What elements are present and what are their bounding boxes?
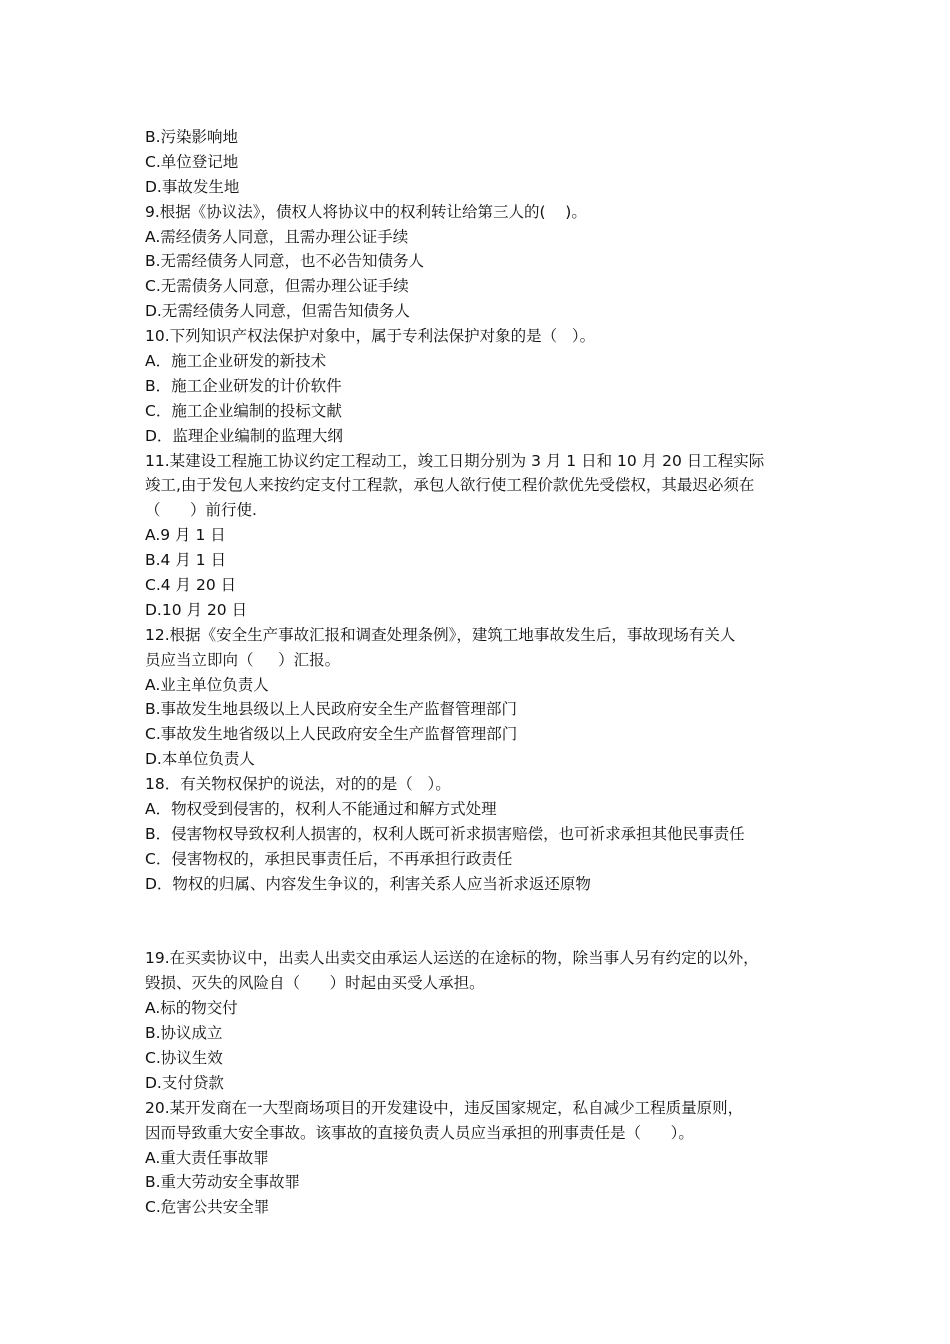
option-a-q19: A.标的物交付 [145, 999, 238, 1018]
question-12-line-2: 员应当立即向（ ）汇报。 [145, 650, 341, 669]
option-b-q9: B.无需经债务人同意，也不必告知债务人 [145, 252, 425, 271]
question-10: 10.下列知识产权法保护对象中，属于专利法保护对象的是（ ）。 [145, 327, 596, 346]
option-c-q20: C.危害公共安全罪 [145, 1198, 270, 1217]
option-c-q9: C.无需债务人同意，但需办理公证手续 [145, 277, 409, 296]
option-c-q8: C.单位登记地 [145, 152, 239, 171]
option-d-q12: D.本单位负责人 [145, 750, 255, 769]
question-9: 9.根据《协议法》，债权人将协议中的权利转让给第三人的( )。 [145, 202, 587, 221]
option-c-q19: C.协议生效 [145, 1048, 223, 1067]
option-c-q18: C．侵害物权的，承担民事责任后，不再承担行政责任 [145, 849, 513, 868]
question-20-line-1: 20.某开发商在一大型商场项目的开发建设中，违反国家规定，私自减少工程质量原则， [145, 1098, 744, 1117]
question-19-line-1: 19.在买卖协议中，出卖人出卖交由承运人运送的在途标的物，除当事人另有约定的以外， [145, 949, 759, 968]
question-18: 18．有关物权保护的说法，对的的是（ ）。 [145, 775, 451, 794]
paragraph-gap [145, 897, 835, 947]
option-c-q11: C.4 月 20 日 [145, 576, 237, 595]
option-a-q12: A.业主单位负责人 [145, 675, 269, 694]
option-c-q10: C．施工企业编制的投标文献 [145, 401, 342, 420]
option-d-q19: D.支付贷款 [145, 1073, 224, 1092]
question-11-line-3: （ ）前行使. [145, 501, 257, 520]
option-d-q10: D．监理企业编制的监理大纲 [145, 426, 343, 445]
option-d-q11: D.10 月 20 日 [145, 600, 248, 619]
option-a-q18: A．物权受到侵害的，权利人不能通过和解方式处理 [145, 800, 497, 819]
question-20-line-2: 因而导致重大安全事故。该事故的直接负责人员应当承担的刑事责任是（ ）。 [145, 1123, 694, 1142]
question-11-line-2: 竣工,由于发包人来按约定支付工程款，承包人欲行使工程价款优先受偿权，其最迟必须在 [145, 476, 755, 495]
option-b-q19: B.协议成立 [145, 1024, 223, 1043]
option-b-q10: B．施工企业研发的计价软件 [145, 376, 342, 395]
question-11-line-1: 11.某建设工程施工协议约定工程动工，竣工日期分别为 3 月 1 日和 10 月 20 日工程实际 [145, 451, 765, 470]
option-b-q18: B．侵害物权导致权利人损害的，权利人既可祈求损害赔偿，也可祈求承担其他民事责任 [145, 824, 745, 843]
option-b-q12: B.事故发生地县级以上人民政府安全生产监督管理部门 [145, 700, 518, 719]
option-a-q11: A.9 月 1 日 [145, 526, 226, 545]
option-c-q12: C.事故发生地省级以上人民政府安全生产监督管理部门 [145, 725, 518, 744]
option-b-q8: B.污染影响地 [145, 128, 239, 146]
option-d-q8: D.事故发生地 [145, 177, 240, 196]
option-d-q18: D．物权的归属、内容发生争议的，利害关系人应当祈求返还原物 [145, 874, 591, 893]
option-a-q9: A.需经债务人同意，且需办理公证手续 [145, 227, 409, 246]
option-a-q10: A．施工企业研发的新技术 [145, 352, 327, 371]
option-b-q20: B.重大劳动安全事故罪 [145, 1173, 301, 1192]
question-19-line-2: 毁损、灭失的风险自（ ）时起由买受人承担。 [145, 974, 485, 993]
question-12-line-1: 12.根据《安全生产事故汇报和调查处理条例》，建筑工地事故发生后，事故现场有关人 [145, 625, 736, 644]
option-b-q11: B.4 月 1 日 [145, 551, 227, 570]
option-d-q9: D.无需经债务人同意，但需告知债务人 [145, 302, 410, 321]
option-a-q20: A.重大责任事故罪 [145, 1148, 269, 1167]
document-page [145, 125, 835, 1220]
